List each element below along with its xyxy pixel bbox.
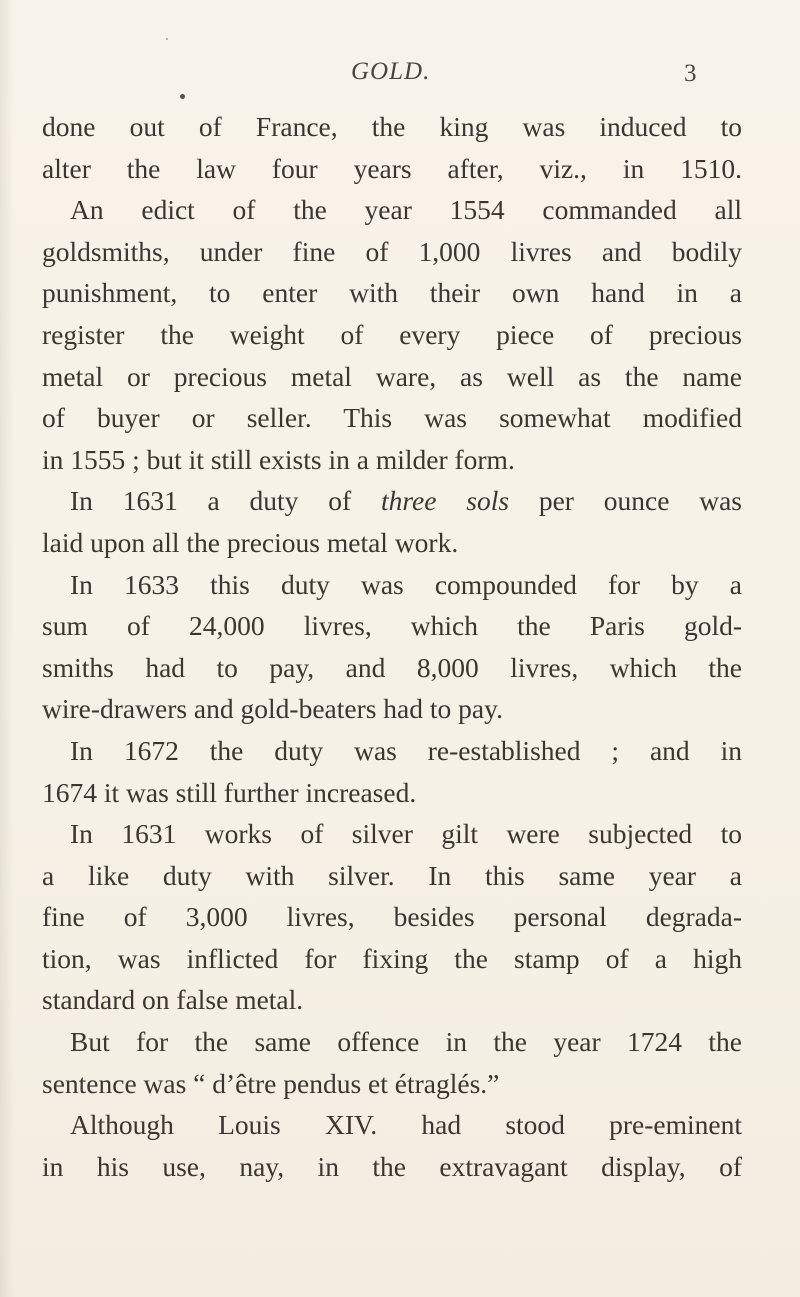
text-line: metal or precious metal ware, as well as the name: [42, 360, 742, 392]
text-line: 1674 it was still further increased.: [42, 776, 417, 808]
text-line: fine of 3,000 livres, besides personal degrada-: [42, 901, 742, 933]
text-line: punishment, to enter with their own hand in a: [42, 277, 742, 309]
running-head: GOLD.: [351, 58, 431, 85]
text-line: In 1672 the duty was re-established ; and in: [70, 734, 742, 766]
text-line: in 1555 ; but it still exists in a milder form.: [42, 443, 515, 475]
text-line: An edict of the year 1554 commanded all: [70, 194, 742, 226]
page-edge-shadow: [0, 0, 14, 1297]
text-line: a like duty with silver. In this same year a: [42, 859, 742, 891]
text-line: Although Louis XIV. had stood pre-eminent: [70, 1109, 742, 1141]
page-number: 3: [684, 60, 697, 87]
text-line: [42, 480, 742, 522]
text-line: done out of France, the king was induced to: [42, 111, 742, 142]
text-run: In 1631 a duty of: [70, 485, 381, 517]
text-line: goldsmiths, under fine of 1,000 livres and bodily: [42, 235, 742, 267]
text-line: sentence was “ d’être pendus et étraglés.”: [42, 1067, 500, 1099]
text-line: laid upon all the precious metal work.: [42, 526, 459, 558]
text-line: alter the law four years after, viz., in 1510.: [42, 152, 742, 184]
text-line: wire-drawers and gold-beaters had to pay.: [42, 693, 503, 725]
body-text: [42, 106, 742, 1187]
page-header: [0, 58, 800, 98]
text-line: tion, was inflicted for fixing the stamp of a high: [42, 942, 742, 974]
text-line: sum of 24,000 livres, which the Paris gold-: [42, 610, 742, 642]
text-line: smiths had to pay, and 8,000 livres, which the: [42, 651, 742, 683]
ink-speck: [166, 38, 168, 40]
text-run: per ounce was: [509, 485, 742, 517]
text-line: in his use, nay, in the extravagant display, of: [42, 1150, 742, 1182]
italic-phrase: three sols: [380, 485, 510, 517]
text-line: of buyer or seller. This was somewhat modified: [42, 402, 742, 434]
text-line: standard on false metal.: [42, 984, 304, 1016]
text-line: In 1631 works of silver gilt were subjected to: [70, 818, 742, 850]
text-line: In 1633 this duty was compounded for by a: [70, 568, 742, 600]
text-line: But for the same offence in the year 1724 the: [70, 1026, 742, 1058]
text-line: register the weight of every piece of precious: [42, 318, 742, 350]
